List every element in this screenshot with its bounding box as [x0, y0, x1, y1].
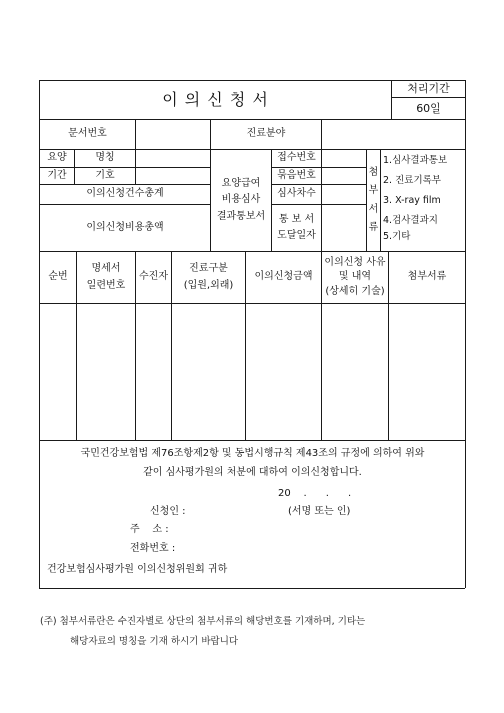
total-count-label: 이의신청건수총계: [86, 188, 164, 200]
care-field-input[interactable]: [322, 120, 465, 149]
applicant-label: 신청인 :: [150, 505, 186, 517]
signature-note: (서명 또는 인): [288, 505, 351, 517]
review-result-notice-label: [211, 150, 271, 251]
institution-code-label: 기호: [95, 169, 115, 181]
institution-name-label: 명칭: [95, 152, 115, 164]
review-round-field[interactable]: [322, 185, 366, 204]
processing-period-value: 60일: [416, 101, 441, 115]
attachments-char-3: 서: [368, 203, 379, 215]
attachments-char-4: 류: [368, 222, 379, 233]
application-date[interactable]: 20 . . .: [278, 487, 352, 499]
care-period-label: 요양: [47, 152, 67, 164]
delivery-date-label: [272, 205, 321, 251]
col-header-patient: 수진자: [139, 271, 168, 283]
care-field-label: 진료분야: [246, 128, 286, 140]
attachments-vertical-label: [367, 150, 380, 251]
attachments-char-2: 부: [368, 185, 379, 196]
attachment-item-5: 5.기타: [383, 231, 411, 242]
receipt-number-label: 접수번호: [277, 152, 316, 164]
bundle-number-field[interactable]: [322, 168, 366, 184]
attachment-item-4: 4.검사결과지: [383, 215, 438, 226]
attachments-list: [383, 151, 465, 251]
statement-line-1: 국민건강보험법 제76조항제2항 및 동법시행규칙 제43조의 규정에 의하여 위와: [80, 447, 425, 459]
notice-line-3: 결과통보서: [216, 210, 266, 222]
statement-no-line-2: 일련번호: [86, 279, 126, 291]
address-label: 주 소 :: [130, 523, 169, 535]
table-body-row[interactable]: [40, 304, 465, 440]
col-header-reason: [322, 252, 388, 303]
attachment-item-2: 2. 진료기록부: [383, 175, 441, 186]
form-title: 이 의 신 청 서: [162, 90, 269, 109]
doc-number-label: 문서번호: [68, 128, 107, 140]
col-header-statement-no: [77, 252, 135, 303]
statement-no-line-1: 명세서: [91, 263, 121, 274]
review-round-label: 심사차수: [277, 188, 316, 200]
attachment-item-1: 1.심사결과통보: [383, 155, 448, 166]
statement-line-2: 같이 심사평가원의 처분에 대하여 이의신청합니다.: [143, 466, 362, 478]
phone-label: 전화번호 :: [130, 542, 176, 554]
receipt-number-field[interactable]: [322, 150, 366, 167]
col-header-care-type: [172, 252, 245, 303]
col-header-claim-amount: 이의신청금액: [254, 271, 313, 283]
notice-line-2: 비용심사: [221, 194, 261, 206]
care-type-line-2: (입원,외래): [183, 279, 234, 291]
care-period-label-2: 기간: [47, 169, 67, 181]
notice-line-1: 요양급여: [221, 177, 261, 189]
col-header-attached-docs: 첨부서류: [407, 271, 447, 283]
reason-line-2: 및 내역: [338, 271, 372, 283]
processing-period-label: 처리기간: [407, 82, 450, 96]
institution-code-field[interactable]: [136, 168, 210, 184]
reason-line-1: 이의신청 사유: [324, 256, 386, 268]
doc-number-field[interactable]: [136, 120, 210, 149]
delivery-date-field[interactable]: [322, 205, 366, 251]
reason-line-3: (상세히 기술): [325, 285, 385, 297]
bundle-number-label: 묶음번호: [277, 169, 316, 181]
addressee: 건강보험심사평가원 이의신청위원회 귀하: [47, 563, 228, 575]
total-amount-label: 이의신청비용총액: [86, 221, 164, 233]
care-type-line-1: 진료구분: [189, 263, 228, 274]
footnote-line-1: (주) 첨부서류란은 수진자별로 상단의 첨부서류의 해당번호를 기재하며, 기타는: [40, 616, 366, 628]
attachments-char-1: 첨: [368, 166, 379, 178]
institution-name-field[interactable]: [136, 150, 210, 167]
delivery-date-line-2: 도달일자: [277, 230, 316, 241]
col-header-seq: 순번: [48, 271, 68, 283]
footnote-line-2: 해당자료의 명칭을 기재 하시기 바랍니다: [70, 636, 239, 648]
attachment-item-3: 3. X-ray film: [383, 195, 441, 206]
delivery-date-line-1: 통 보 서: [278, 213, 315, 225]
